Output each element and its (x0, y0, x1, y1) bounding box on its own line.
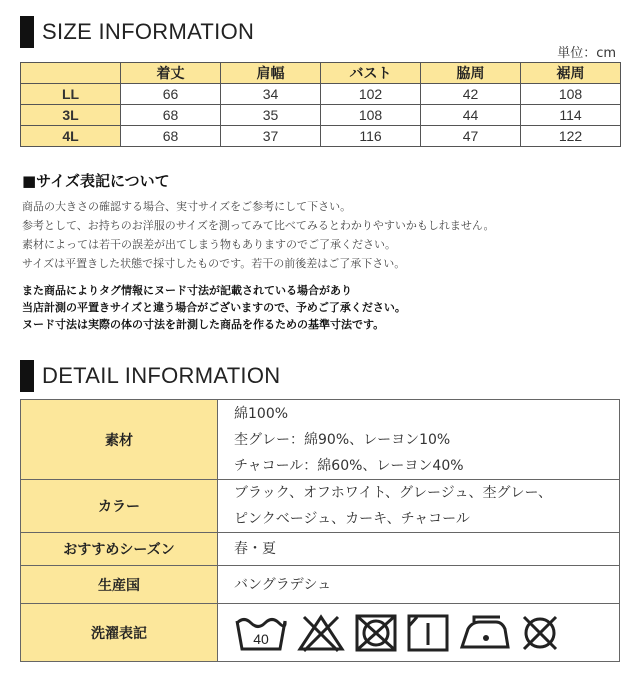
size-notes (22, 197, 495, 273)
season-row (21, 533, 620, 566)
size-cell: 44 (421, 105, 521, 126)
detail-section-title: DETAIL INFORMATION (42, 363, 281, 388)
no-tumble-dry-icon (354, 613, 398, 653)
size-row-label: 4L (21, 126, 121, 147)
color-value (218, 480, 620, 533)
detail-table (20, 399, 620, 662)
origin-label: 生産国 (21, 566, 218, 604)
note-line: 商品の大きさの確認する場合、実寸サイズをご参考にして下さい。 (22, 200, 352, 213)
nude-size-notes (22, 282, 406, 333)
note-line: 素材によっては若干の誤差が出てしまう物もありますのでご了承ください。 (22, 238, 396, 251)
size-col-header: 脇周 (421, 63, 521, 84)
note-line-bold: 当店計測の平置きサイズと違う場合がございますので、予めご了承ください。 (22, 301, 406, 314)
size-row-label: LL (21, 84, 121, 105)
material-label: 素材 (21, 400, 218, 480)
note-line: サイズは平置きした状態で採寸したものです。若干の前後差はご了承下さい。 (22, 257, 406, 270)
size-col-header (21, 63, 121, 84)
material-line: 綿100% (234, 405, 289, 422)
size-col-header: 着丈 (121, 63, 221, 84)
unit-label: 単位：cm (557, 46, 616, 61)
size-cell: 108 (521, 84, 621, 105)
size-cell: 108 (321, 105, 421, 126)
table-row (21, 84, 621, 105)
size-cell: 122 (521, 126, 621, 147)
material-value (218, 400, 620, 480)
size-cell: 42 (421, 84, 521, 105)
iron-low-icon (458, 613, 510, 653)
detail-section-header (20, 360, 280, 392)
wash-40-icon (234, 613, 288, 653)
size-notes-heading: ■サイズ表記について (22, 172, 170, 190)
size-cell: 34 (221, 84, 321, 105)
header-bar (20, 360, 34, 392)
note-line: 参考として、お持ちのお洋服のサイズを測ってみて比べてみるとわかりやすいかもしれません。 (22, 219, 495, 232)
size-table (20, 62, 621, 147)
size-cell: 116 (321, 126, 421, 147)
size-cell: 35 (221, 105, 321, 126)
color-label: カラー (21, 480, 218, 533)
note-line-bold: また商品によりタグ情報にヌード寸法が記載されている場合があり (22, 284, 352, 297)
material-line: 杢グレー：綿90%、レーヨン10% (234, 431, 451, 448)
size-cell: 66 (121, 84, 221, 105)
origin-row (21, 566, 620, 604)
care-label: 洗濯表記 (21, 604, 218, 662)
color-line: ピンクベージュ、カーキ、チャコール (234, 511, 470, 527)
size-cell: 37 (221, 126, 321, 147)
size-cell: 68 (121, 105, 221, 126)
wash-temp-text: 40 (253, 630, 269, 647)
material-row (21, 400, 620, 480)
care-row (21, 604, 620, 662)
care-value (218, 604, 620, 662)
size-cell: 68 (121, 126, 221, 147)
line-dry-icon (406, 613, 450, 653)
size-cell: 47 (421, 126, 521, 147)
material-line: チャコール：綿60%、レーヨン40% (234, 457, 464, 474)
color-row (21, 480, 620, 533)
origin-value: バングラデシュ (218, 566, 620, 604)
color-line: ブラック、オフホワイト、グレージュ、杢グレー、 (234, 485, 552, 501)
size-cell: 114 (521, 105, 621, 126)
size-col-header: 裾周 (521, 63, 621, 84)
season-label: おすすめシーズン (21, 533, 218, 566)
size-col-header: バスト (321, 63, 421, 84)
note-line-bold: ヌード寸法は実際の体の寸法を計測した商品を作るための基準寸法です。 (22, 318, 385, 331)
no-bleach-icon (296, 613, 346, 653)
size-section-header (20, 16, 254, 48)
table-row (21, 126, 621, 147)
size-row-label: 3L (21, 105, 121, 126)
season-value: 春・夏 (218, 533, 620, 566)
table-row (21, 105, 621, 126)
size-table-header-row (21, 63, 621, 84)
header-bar (20, 16, 34, 48)
care-icons (234, 613, 619, 653)
size-cell: 102 (321, 84, 421, 105)
size-section-title: SIZE INFORMATION (42, 19, 255, 44)
size-col-header: 肩幅 (221, 63, 321, 84)
no-dry-clean-icon (518, 613, 562, 653)
